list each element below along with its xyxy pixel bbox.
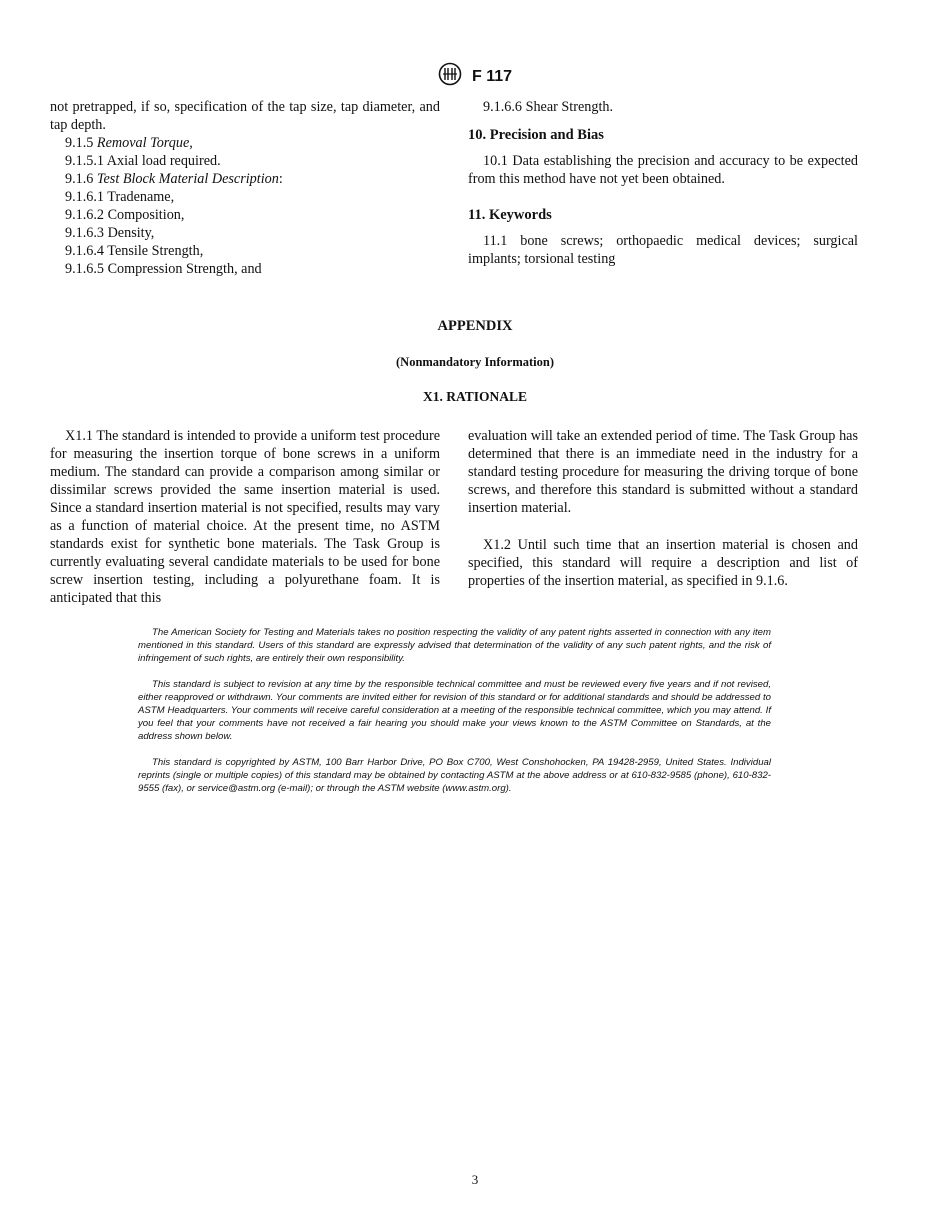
tensile-strength-item: 9.1.6.4 Tensile Strength, [65, 243, 204, 259]
precision-bias-text: 10.1 Data establishing the precision and accuracy to be expected from this method have not yet been obtained. [468, 153, 858, 187]
document-number: F 117 [471, 67, 513, 85]
test-block-item: 9.1.6 Test Block Material Description: [65, 171, 283, 187]
tradename-item: 9.1.6.1 Tradename, [65, 189, 175, 205]
precision-bias-heading: 10. Precision and Bias [468, 127, 604, 143]
axial-load-item: 9.1.5.1 Axial load required. [65, 153, 221, 169]
top-left-column [50, 98, 440, 278]
tap-spec-text: not pretrapped, if so, specification of the tap size, tap diameter, and tap depth. [50, 99, 440, 133]
x1-2-paragraph: X1.2 Until such time that an insertion material is chosen and specified, this standard will require a description and list of properties of the insertion material, as specified in 9.1.6. [468, 537, 858, 589]
revision-notice: This standard is subject to revision at any time by the responsible technical committee and must be reviewed every five years and if not revised, either reapproved or withdrawn. Your comments are invited either for revision of this standard or for additional standards and should be addressed to ASTM Headquarters. Your comments will receive careful consideration at a meeting of the responsible technical committee, which you may attend. If you feel that your comments have not received a fair hearing you should make your views known to the ASTM Committee on Standards, at the address shown below. [138, 678, 771, 743]
copyright-notice: This standard is copyrighted by ASTM, 100 Barr Harbor Drive, PO Box C700, West Conshohocken, PA 19428-2959, United States. Individual reprints (single or multiple copies) of this standard may be obtained by contacting ASTM at the above address or at 610-832-9585 (phone), 610-832-9555 (fax), or service@astm.org (e-mail); or through the ASTM website (www.astm.org). [138, 756, 771, 795]
appendix-subtitle: (Nonmandatory Information) [396, 355, 554, 369]
patent-notice: The American Society for Testing and Materials takes no position respecting the validity of any patent rights asserted in connection with any item mentioned in this standard. Users of this standard are expressly advised that determination of the validity of any such patent rights, and the risk of infringement of such rights, are entirely their own responsibility. [138, 627, 771, 665]
rationale-left-column [50, 427, 440, 607]
page-header [0, 62, 950, 91]
density-item: 9.1.6.3 Density, [65, 225, 155, 241]
rationale-right-column [468, 427, 858, 590]
astm-logo-icon [438, 62, 462, 91]
removal-torque-item: 9.1.5 Removal Torque, [65, 135, 193, 151]
keywords-heading: 11. Keywords [468, 207, 552, 223]
top-right-column [468, 98, 858, 268]
composition-item: 9.1.6.2 Composition, [65, 207, 185, 223]
appendix-title: APPENDIX [437, 318, 513, 334]
x1-1-continuation: evaluation will take an extended period of time. The Task Group has determined that there is an immediate need in the industry for a standard testing procedure for measuring the driving torque of bone screws, and therefore this standard is submitted without a standard insertion material. [468, 428, 858, 516]
keywords-text: 11.1 bone screws; orthopaedic medical devices; surgical implants; torsional testing [468, 233, 858, 267]
x1-1-paragraph: X1.1 The standard is intended to provide a uniform test procedure for measuring the insertion torque of bone screws in a uniform medium. The standard can provide a comparison among similar or dissimilar screws provided the same insertion material is used. Since a standard insertion material is not specified, results may vary as a function of material choice. At the present time, no ASTM standards exist for synthetic bone materials. The Task Group is currently evaluating several candidate materials to be used for bone screw insertion testing, including a polyurethane foam. It is anticipated that this [50, 428, 440, 606]
footer-notes [138, 626, 771, 807]
rationale-heading: X1. RATIONALE [422, 389, 527, 404]
shear-strength-item: 9.1.6.6 Shear Strength. [483, 99, 614, 115]
page-number: 3 [471, 1172, 479, 1187]
compression-strength-item: 9.1.6.5 Compression Strength, and [65, 261, 262, 277]
